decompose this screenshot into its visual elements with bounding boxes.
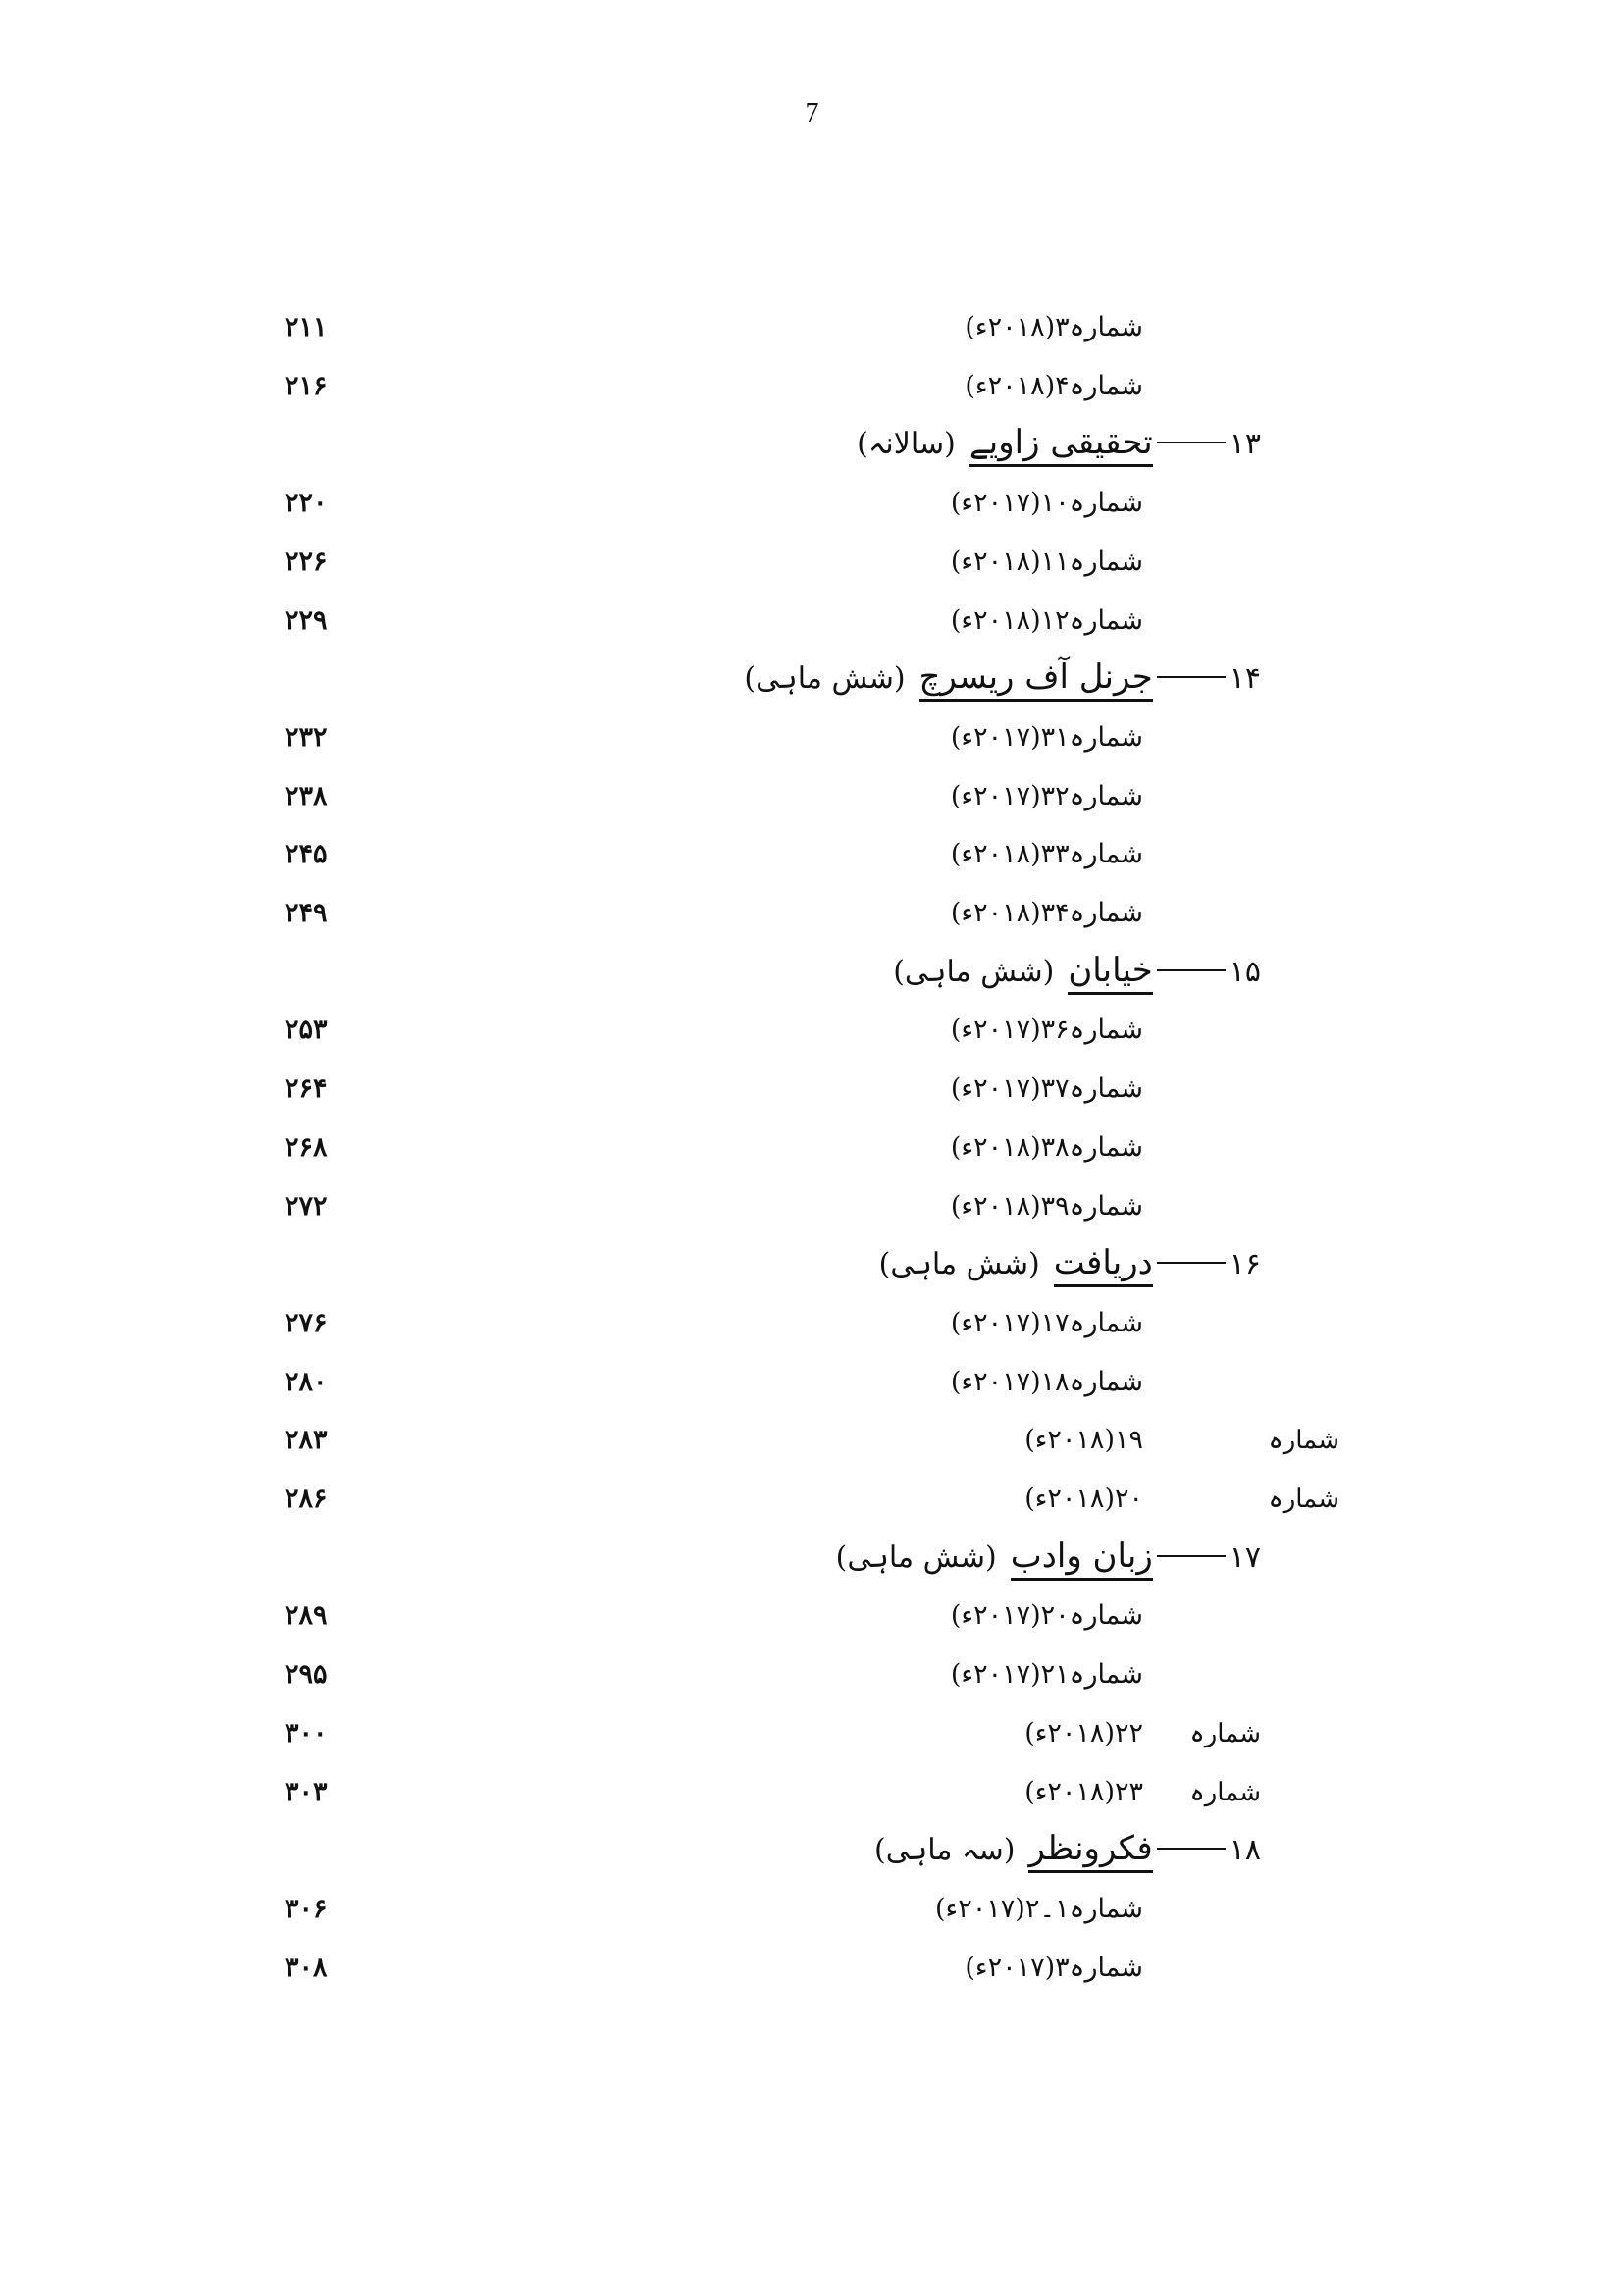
issue-row [0,304,1624,351]
issue-entry: شمارہ۳۲(۲۰۱۷ء) [950,781,1143,811]
issue-entry: ۲۲(۲۰۱۸ء) [1024,1718,1143,1748]
issue-row [0,831,1624,878]
journal-frequency: (سالانہ) [857,427,956,461]
page-ref: ۳۰۶ [285,1894,328,1924]
issue-row [0,1886,1624,1933]
journal-title: تحقیقی زاویے [969,423,1153,467]
journal-frequency: (سہ ماہی) [873,1833,1016,1867]
journal-frequency: (شش ماہی) [744,661,906,696]
page-ref: ۲۸۳ [285,1425,328,1455]
issue-entry: شمارہ۳۳(۲۰۱۸ء) [950,839,1143,869]
journal-heading-row [0,1535,1624,1582]
issue-entry: شمارہ۳۱(۲۰۱۷ء) [950,722,1143,753]
issue-entry: شمارہ۳۶(۲۰۱۷ء) [950,1015,1143,1045]
page-ref: ۲۴۹ [285,898,328,928]
journal-title: جرنل آف ریسرچ [919,657,1153,702]
journal-heading-row [0,949,1624,996]
issue-label: شمارہ [1189,1778,1261,1807]
journal-heading-row [0,1241,1624,1288]
issue-entry: شمارہ۳(۲۰۱۷ء) [965,1953,1143,1983]
heading-dash [1157,1848,1226,1850]
page-ref: ۲۸۹ [285,1600,328,1631]
issue-entry: ۲۰(۲۰۱۸ء) [1024,1484,1143,1514]
page-ref: ۲۷۲ [285,1191,328,1222]
page-ref: ۲۳۸ [285,781,328,811]
issue-row [0,598,1624,645]
issue-row [0,1066,1624,1113]
page-ref: ۲۲۹ [285,605,328,636]
issue-entry: شمارہ۳۴(۲۰۱۸ء) [950,898,1143,928]
heading-dash [1157,676,1226,678]
issue-row [0,539,1624,586]
issue-row [0,773,1624,820]
page-ref: ۳۰۳ [285,1777,328,1807]
journal-heading [836,1529,1261,1586]
page-ref: ۲۹۵ [285,1659,328,1690]
issue-entry: شمارہ۱۲(۲۰۱۸ء) [950,605,1143,636]
page-number: 7 [805,98,819,129]
journal-title: زبان وادب [1011,1537,1153,1581]
page-ref: ۳۰۰ [285,1718,328,1748]
issue-label: شمارہ [1189,1719,1261,1748]
page-ref: ۲۴۵ [285,839,328,869]
page-ref: ۲۱۱ [285,312,328,342]
journal-number: ۱۸ [1229,1833,1261,1867]
issue-entry: شمارہ۱۔۲(۲۰۱۷ء) [935,1894,1143,1924]
issue-entry: شمارہ۱۷(۲۰۱۷ء) [950,1308,1143,1338]
issue-row [0,1183,1624,1230]
issue-label: شمارہ [1268,1426,1339,1455]
issue-row [0,890,1624,937]
journal-frequency: (شش ماہی) [878,1247,1040,1281]
issue-row [0,1710,1624,1757]
issue-row [0,1476,1624,1523]
journal-heading [874,1821,1261,1878]
issue-row [0,1007,1624,1054]
issue-row [0,1359,1624,1406]
journal-frequency: (شش ماہی) [893,955,1055,989]
journal-heading-row [0,1827,1624,1874]
issue-entry: ۱۹(۲۰۱۸ء) [1024,1425,1143,1455]
issue-row [0,1300,1624,1347]
journal-heading [744,650,1261,706]
issue-entry: شمارہ۲۱(۲۰۱۷ء) [950,1659,1143,1690]
issue-row [0,1124,1624,1172]
page-ref: ۲۶۸ [285,1132,328,1163]
issue-row [0,480,1624,527]
issue-entry: شمارہ۳۷(۲۰۱۷ء) [950,1073,1143,1104]
issue-entry: شمارہ۳۸(۲۰۱۸ء) [950,1132,1143,1163]
journal-title: خیابان [1068,951,1152,995]
page-ref: ۲۶۴ [285,1073,328,1104]
issue-row [0,1592,1624,1640]
issue-entry: ۲۳(۲۰۱۸ء) [1024,1777,1143,1807]
issue-entry: شمارہ۱۱(۲۰۱۸ء) [950,547,1143,577]
journal-number: ۱۷ [1229,1540,1261,1575]
journal-frequency: (شش ماہی) [835,1540,997,1575]
issue-entry: شمارہ۳(۲۰۱۸ء) [965,312,1143,342]
page-ref: ۳۰۸ [285,1953,328,1983]
page-ref: ۲۱۶ [285,371,328,401]
journal-title: دریافت [1054,1243,1153,1287]
heading-dash [1157,1555,1226,1557]
issue-label: شمارہ [1268,1485,1339,1514]
page-ref: ۲۸۰ [285,1367,328,1397]
journal-number: ۱۳ [1229,427,1261,461]
heading-dash [1157,969,1226,971]
page-ref: ۲۲۶ [285,547,328,577]
page-ref: ۲۲۰ [285,488,328,518]
issue-row [0,1417,1624,1464]
journal-number: ۱۴ [1229,661,1261,696]
issue-row [0,1945,1624,1992]
journal-number: ۱۶ [1229,1247,1261,1281]
issue-entry: شمارہ۱۸(۲۰۱۷ء) [950,1367,1143,1397]
journal-heading [893,943,1261,1000]
journal-number: ۱۵ [1229,955,1261,989]
journal-heading [879,1235,1261,1292]
journal-heading-row [0,421,1624,468]
journal-heading-row [0,655,1624,703]
issue-row [0,363,1624,410]
heading-dash [1157,442,1226,443]
issue-row [0,1769,1624,1816]
heading-dash [1157,1262,1226,1264]
journal-heading [857,415,1261,472]
issue-entry: شمارہ۳۹(۲۰۱۸ء) [950,1191,1143,1222]
issue-entry: شمارہ۲۰(۲۰۱۷ء) [950,1600,1143,1631]
page-ref: ۲۳۲ [285,722,328,753]
journal-title: فکرونظر [1028,1829,1152,1873]
issue-row [0,714,1624,761]
issue-entry: شمارہ۴(۲۰۱۸ء) [965,371,1143,401]
issue-entry: شمارہ۱۰(۲۰۱۷ء) [950,488,1143,518]
page-ref: ۲۵۳ [285,1015,328,1045]
issue-row [0,1651,1624,1698]
page-ref: ۲۷۶ [285,1308,328,1338]
page-ref: ۲۸۶ [285,1484,328,1514]
